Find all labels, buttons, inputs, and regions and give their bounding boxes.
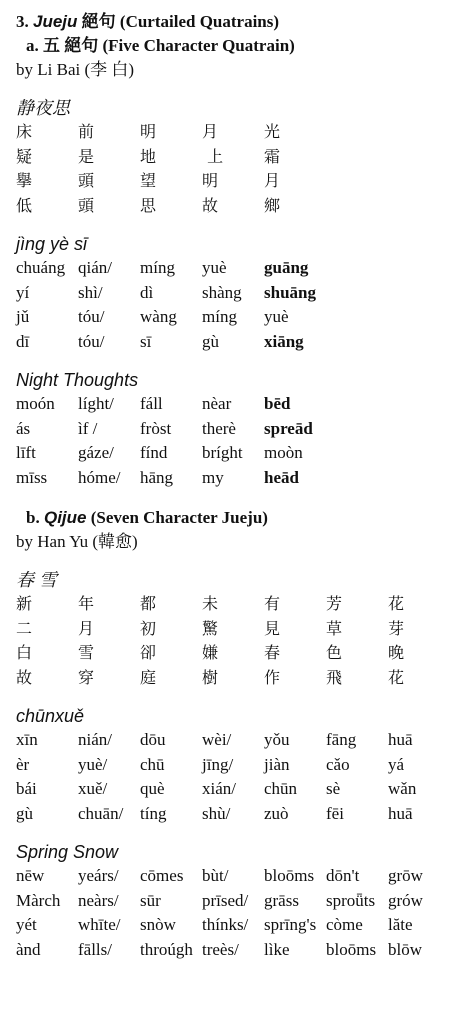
word-cell: fínd <box>140 443 168 462</box>
poem-b-title-pinyin: chūnxuě <box>16 706 85 726</box>
char-cell: 穿 <box>78 667 95 687</box>
word-cell: qián/ <box>78 258 112 277</box>
poem-a-title-pinyin: jìng yè sī <box>16 234 88 254</box>
verse-row <box>16 777 446 802</box>
char-cell: 卻 <box>140 643 157 662</box>
word-cell: my <box>202 467 224 487</box>
char-cell: 上 <box>202 146 224 166</box>
section-term: Jueju <box>33 12 78 31</box>
part-a-byline: by Li Bai (李 白) <box>16 60 135 79</box>
verse-row <box>16 120 446 145</box>
word-cell: yí <box>16 282 30 302</box>
char-cell: 晚 <box>388 643 405 662</box>
word-cell: líght/ <box>78 394 114 413</box>
section-chinese: 絕句 <box>81 12 116 31</box>
word-cell: tíng <box>140 803 167 823</box>
rhyme-word: xiāng <box>264 331 304 351</box>
char-cell: 庭 <box>140 667 157 687</box>
word-cell: huā <box>388 803 413 823</box>
section-heading <box>16 10 446 34</box>
char-cell: 花 <box>388 594 405 613</box>
word-cell: míng <box>202 307 237 326</box>
word-cell: yét <box>16 915 37 934</box>
char-cell: 草 <box>326 618 343 638</box>
word-cell: wèi/ <box>202 730 232 749</box>
char-cell: 新 <box>16 594 33 613</box>
char-cell: 擧 <box>16 171 33 190</box>
char-cell: 芳 <box>326 594 343 613</box>
char-cell: 春 <box>264 643 281 662</box>
word-cell: míng <box>140 258 175 277</box>
word-cell: gù <box>16 803 33 823</box>
verse-row <box>16 913 446 938</box>
word-cell: tóu/ <box>78 331 105 351</box>
word-cell: shì/ <box>78 282 103 302</box>
word-cell: sprīng's <box>264 915 317 934</box>
char-cell: 驚 <box>202 618 219 638</box>
word-cell: nèar <box>202 394 232 413</box>
poem-b-english <box>16 864 446 962</box>
verse-row <box>16 728 446 753</box>
part-b-gloss: (Seven Character Jueju) <box>90 508 268 527</box>
char-cell: 見 <box>264 618 281 638</box>
rhyme-word: shuāng <box>264 282 316 302</box>
poem-a-pinyin <box>16 256 446 354</box>
verse-row <box>16 889 446 914</box>
word-cell: lìke <box>264 939 290 959</box>
part-b-byline: by Han Yu (韓愈) <box>16 532 138 551</box>
verse-row <box>16 441 446 466</box>
word-cell: huā <box>388 730 413 749</box>
word-cell: jiàn <box>264 754 290 774</box>
word-cell: còme <box>326 915 363 934</box>
char-cell: 床 <box>16 122 33 141</box>
word-cell: èr <box>16 754 30 774</box>
word-cell: tóu/ <box>78 307 105 326</box>
word-cell: hāng <box>140 467 174 487</box>
word-cell: sī <box>140 331 152 351</box>
word-cell: līft <box>16 443 36 462</box>
char-cell: 初 <box>140 618 157 638</box>
section-gloss: (Curtailed Quatrains) <box>119 12 280 31</box>
word-cell: yuè <box>264 307 289 326</box>
verse-row <box>16 305 446 330</box>
char-cell: 二 <box>16 618 33 638</box>
part-b-label: b. <box>26 508 40 527</box>
verse-row <box>16 256 446 281</box>
word-cell: whīte/ <box>78 915 121 934</box>
char-cell: 花 <box>388 667 405 687</box>
rhyme-word: heād <box>264 467 299 487</box>
char-cell: 頭 <box>78 195 95 215</box>
word-cell: grāss <box>264 890 299 910</box>
char-cell: 低 <box>16 195 33 215</box>
word-cell: bái <box>16 779 37 798</box>
word-cell: ànd <box>16 939 41 959</box>
char-cell: 未 <box>202 594 219 613</box>
char-cell: 前 <box>78 122 95 141</box>
word-cell: yuè <box>202 258 227 277</box>
char-cell: 鄉 <box>264 195 281 215</box>
part-a-chinese: 五 絕句 <box>43 36 99 55</box>
word-cell: throúgh <box>140 939 193 959</box>
rhyme-word: spreād <box>264 418 313 438</box>
word-cell: nián/ <box>78 730 112 749</box>
word-cell: sproǖts <box>326 890 376 910</box>
word-cell: moòn <box>264 443 303 462</box>
word-cell: moón <box>16 394 55 413</box>
word-cell: chuān/ <box>78 803 124 823</box>
word-cell: dī <box>16 331 30 351</box>
document <box>16 10 446 962</box>
char-cell: 樹 <box>202 667 219 687</box>
word-cell: shàng <box>202 282 242 302</box>
char-cell: 頭 <box>78 171 95 190</box>
verse-row <box>16 864 446 889</box>
rhyme-word: bēd <box>264 394 291 413</box>
verse-row <box>16 281 446 306</box>
char-cell: 作 <box>264 667 281 687</box>
word-cell: xīn <box>16 730 38 749</box>
word-cell: dōn't <box>326 866 360 885</box>
word-cell: hóme/ <box>78 467 121 487</box>
word-cell: chuáng <box>16 258 66 277</box>
section-number: 3. <box>16 12 29 31</box>
word-cell: blōw <box>388 939 422 959</box>
word-cell: jīng/ <box>202 754 234 774</box>
char-cell: 嫌 <box>202 643 219 662</box>
word-cell: fròst <box>140 418 172 438</box>
word-cell: neàrs/ <box>78 890 119 910</box>
char-cell: 地 <box>140 146 157 166</box>
part-a-heading <box>16 34 446 58</box>
char-cell: 雪 <box>78 643 95 662</box>
word-cell: cōmes <box>140 866 184 885</box>
verse-row <box>16 145 446 170</box>
word-cell: Màrch <box>16 890 61 910</box>
char-cell: 明 <box>140 122 157 141</box>
word-cell: bùt/ <box>202 866 229 885</box>
word-cell: bloōms <box>326 939 377 959</box>
word-cell: xuě/ <box>78 779 108 798</box>
char-cell: 月 <box>202 122 219 141</box>
char-cell: 思 <box>140 195 157 215</box>
part-a-gloss: (Five Character Quatrain) <box>102 36 295 55</box>
word-cell: ás <box>16 418 31 438</box>
word-cell: jǔ <box>16 307 30 326</box>
word-cell: dì <box>140 282 154 302</box>
word-cell: zuò <box>264 803 289 823</box>
word-cell: yuè/ <box>78 754 108 774</box>
char-cell: 飛 <box>326 667 343 687</box>
char-cell: 都 <box>140 594 157 613</box>
verse-row <box>16 802 446 827</box>
verse-row <box>16 617 446 642</box>
char-cell: 月 <box>264 171 281 190</box>
word-cell: gáze/ <box>78 443 114 462</box>
word-cell: fēi <box>326 803 344 823</box>
part-a-label: a. <box>26 36 39 55</box>
verse-row <box>16 194 446 219</box>
word-cell: fāng <box>326 730 357 749</box>
poem-b-title-english: Spring Snow <box>16 842 119 862</box>
verse-row <box>16 666 446 691</box>
word-cell: thínks/ <box>202 915 249 934</box>
char-cell: 芽 <box>388 618 405 638</box>
char-cell: 疑 <box>16 146 33 166</box>
word-cell: chūn <box>264 779 298 798</box>
word-cell: lăte <box>388 915 413 934</box>
poem-a-chinese <box>16 120 446 218</box>
word-cell: chū <box>140 754 165 774</box>
char-cell: 年 <box>78 594 95 613</box>
word-cell: nēw <box>16 866 45 885</box>
word-cell: wǎn <box>388 779 417 798</box>
char-cell: 明 <box>202 171 219 190</box>
word-cell: treès/ <box>202 939 239 959</box>
verse-row <box>16 169 446 194</box>
poem-a-title-chinese: 静夜思 <box>16 98 70 118</box>
char-cell: 望 <box>140 171 157 190</box>
verse-row <box>16 592 446 617</box>
char-cell: 光 <box>264 122 281 141</box>
word-cell: grów <box>388 890 423 910</box>
word-cell: mīss <box>16 467 48 487</box>
char-cell: 白 <box>16 643 33 662</box>
word-cell: therè <box>202 418 236 438</box>
char-cell: 色 <box>326 643 343 662</box>
char-cell: 霜 <box>264 146 281 166</box>
word-cell: sūr <box>140 890 161 910</box>
verse-row <box>16 417 446 442</box>
part-b-heading <box>16 506 446 530</box>
word-cell: fáll <box>140 394 163 413</box>
verse-row <box>16 330 446 355</box>
word-cell: bríght <box>202 443 243 462</box>
word-cell: xián/ <box>202 779 236 798</box>
char-cell: 有 <box>264 594 281 613</box>
verse-row <box>16 938 446 963</box>
word-cell: yá <box>388 754 405 774</box>
rhyme-word: guāng <box>264 258 309 277</box>
word-cell: prīsed/ <box>202 890 249 910</box>
verse-row <box>16 753 446 778</box>
word-cell: ìf / <box>78 418 98 438</box>
char-cell: 故 <box>202 195 219 215</box>
poem-b-pinyin <box>16 728 446 826</box>
word-cell: sè <box>326 779 341 798</box>
word-cell: wàng <box>140 307 177 326</box>
verse-row <box>16 641 446 666</box>
word-cell: shù/ <box>202 803 231 823</box>
word-cell: gù <box>202 331 219 351</box>
word-cell: dōu <box>140 730 166 749</box>
word-cell: bloōms <box>264 866 315 885</box>
word-cell: yeárs/ <box>78 866 119 885</box>
word-cell: què <box>140 779 165 798</box>
verse-row <box>16 392 446 417</box>
char-cell: 故 <box>16 667 33 687</box>
poem-a-title-english: Night Thoughts <box>16 370 139 390</box>
word-cell: grōw <box>388 866 423 885</box>
word-cell: snòw <box>140 915 176 934</box>
part-b-term: Qijue <box>43 508 87 527</box>
char-cell: 是 <box>78 146 95 166</box>
poem-b-title-chinese: 春 雪 <box>16 570 58 590</box>
word-cell: yǒu <box>264 730 290 749</box>
word-cell: cǎo <box>326 754 350 774</box>
char-cell: 月 <box>78 618 95 638</box>
poem-b-chinese <box>16 592 446 690</box>
word-cell: fālls/ <box>78 939 112 959</box>
poem-a-english <box>16 392 446 490</box>
verse-row <box>16 466 446 491</box>
